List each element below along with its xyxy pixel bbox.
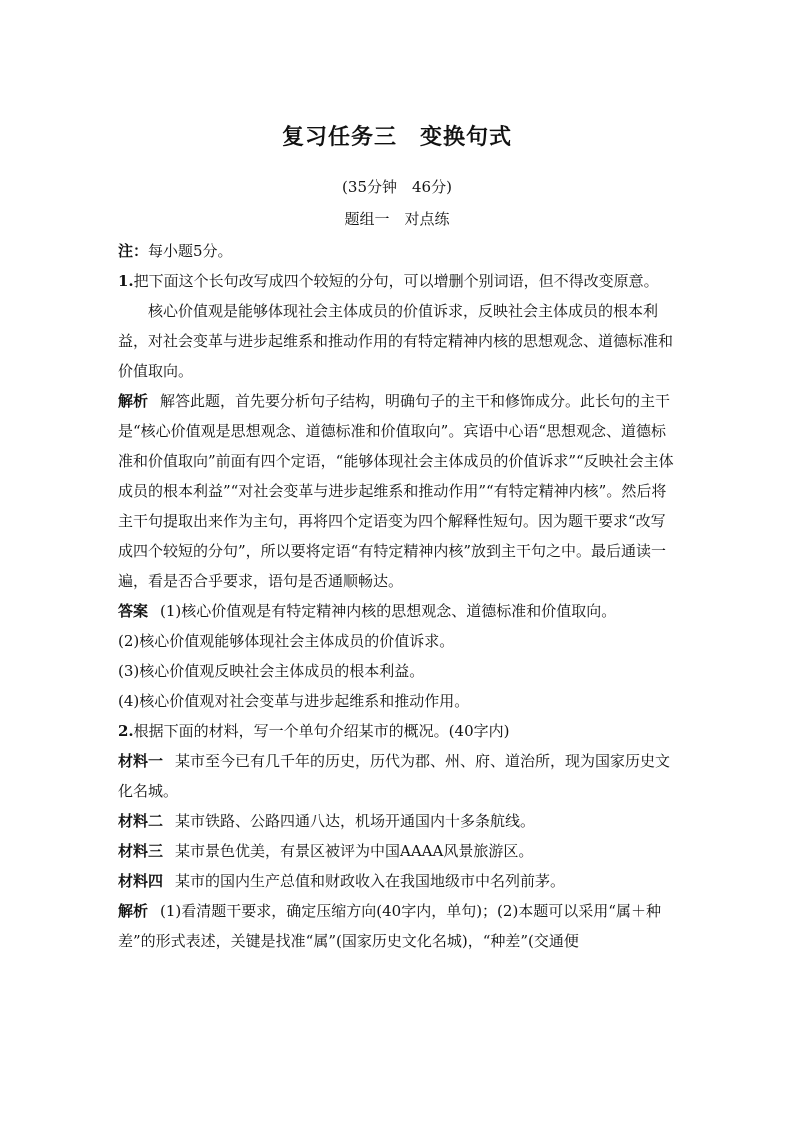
material-label: 材料四: [118, 872, 164, 890]
material-text: 某市至今已有几千年的历史，历代为郡、州、府、道治所，现为国家历史文化名城。: [118, 752, 671, 800]
question-1-passage: 核心价值观是能够体现社会主体成员的价值诉求，反映社会主体成员的根本利益，对社会变革与进步起维系和推动作用的有特定精神内核的思想观念、道德标准和价值取向。: [118, 302, 674, 380]
material-text: 某市的国内生产总值和财政收入在我国地级市中名列前茅。: [175, 872, 566, 890]
material-label: 材料二: [118, 812, 164, 830]
question-1-number: 1.: [118, 272, 134, 290]
material-item: [118, 836, 678, 866]
answer-item: (4)核心价值观对社会变革与进步起维系和推动作用。: [118, 692, 470, 710]
analysis-label: 解析: [118, 392, 149, 410]
question-1-prompt: [118, 266, 678, 296]
material-text: 某市铁路、公路四通八达，机场开通国内十多条航线。: [175, 812, 536, 830]
answer-item: (3)核心价值观反映社会主体成员的根本利益。: [118, 662, 425, 680]
question-2-analysis: [118, 896, 678, 956]
analysis-text: (1)看清题干要求，确定压缩方向(40字内，单句)；(2)本题可以采用“属＋种差”的形式表述，关键是找准“属”(国家历史文化名城)，“种差”(交通便: [118, 902, 661, 950]
question-2-number: 2.: [118, 722, 134, 740]
question-1-answer: [118, 596, 678, 626]
answer-item: (2)核心价值观能够体现社会主体成员的价值诉求。: [118, 632, 455, 650]
note-text: 每小题5分。: [148, 242, 233, 260]
question-1: [118, 266, 678, 956]
question-2-prompt: [118, 716, 678, 746]
material-label: 材料一: [118, 752, 164, 770]
note-label: 注：: [118, 242, 149, 260]
question-1-text: 把下面这个长句改写成四个较短的分句，可以增删个别词语，但不得改变原意。: [133, 272, 659, 290]
time-score: (35分钟 46分): [342, 178, 452, 196]
question-1-analysis: [118, 386, 678, 596]
material-text: 某市景色优美，有景区被评为中国AAAA风景旅游区。: [175, 842, 534, 860]
material-item: [118, 746, 678, 806]
answer-label: 答案: [118, 602, 149, 620]
material-item: [118, 806, 678, 836]
page-title: 复习任务三 变换句式: [281, 125, 512, 150]
analysis-text: 解答此题，首先要分析句子结构，明确句子的主干和修饰成分。此长句的主干是“核心价值观是思想观念、道德标准和价值取向”。宾语中心语“思想观念、道德标准和价值取向”前面有四个定语，“能够体现社会主体成员的价值诉求”“反映社会主体成员的根本利益”“对社会变革与进步起维系和推动作用”“有特定精神内核”。然后将主干句提取出来作为主句，再将四个定语变为四个解释性短句。因为题干要求“改写成四个较短的分句”，所以要将定语“有特定精神内核”放到主干句之中。最后通读一遍，看是否合乎要求，语句是否通顺畅达。: [118, 392, 674, 590]
material-item: [118, 866, 678, 896]
question-2-text: 根据下面的材料，写一个单句介绍某市的概况。(40字内): [133, 722, 510, 740]
analysis-label: 解析: [118, 902, 149, 920]
material-label: 材料三: [118, 842, 164, 860]
note: [118, 236, 678, 266]
group-heading: 题组一 对点练: [344, 210, 450, 228]
answer-item: (1)核心价值观是有特定精神内核的思想观念、道德标准和价值取向。: [160, 602, 617, 620]
